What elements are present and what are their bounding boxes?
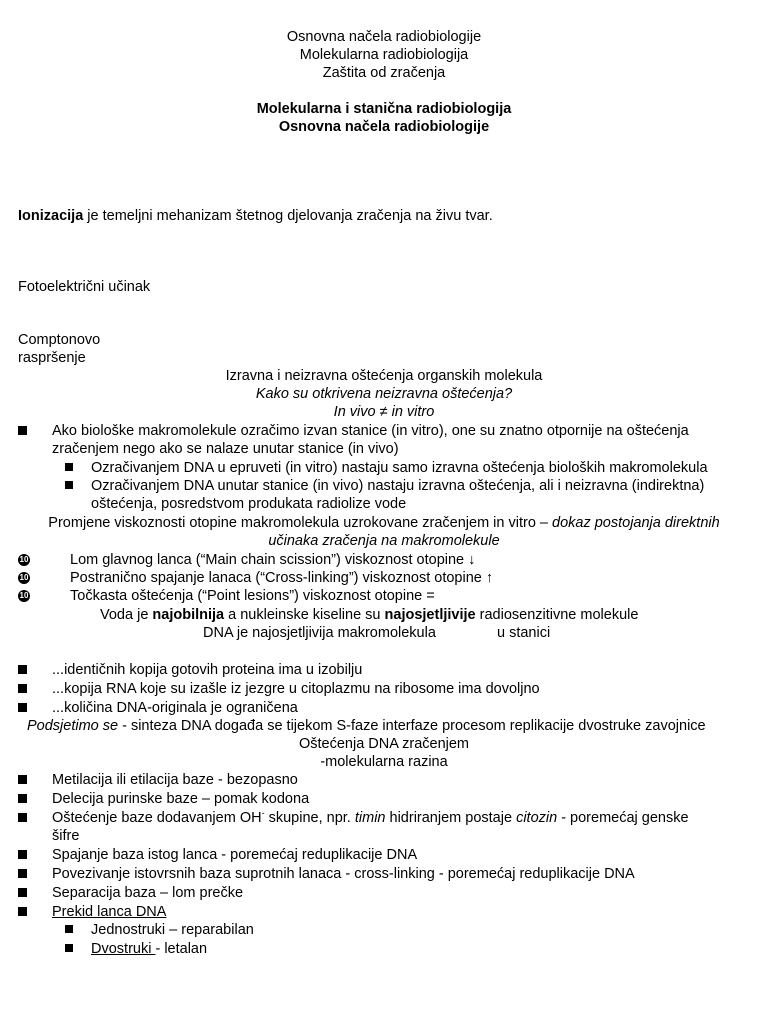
water-text-b: najobilnija: [152, 607, 225, 623]
dna-item-cross-linking: Povezivanje istovrsnih baza suprotnih lanaca - cross-linking - poremećaj reduplikacije DNA: [52, 866, 635, 882]
section-title-2: Osnovna načela radiobiologije: [278, 119, 490, 135]
dna-item-oh-line-1: [52, 809, 689, 827]
viscosity-title-italic: dokaz postojanja direktnih: [552, 515, 720, 531]
damage-sub-2-line-2: oštećenja, posredstvom produkata radiolize vode: [91, 496, 407, 512]
copies-item-1: ...identičnih kopija gotovih proteina ima u izobilju: [52, 662, 363, 678]
water-text-e: radiosenzitivne molekule: [475, 607, 639, 623]
dna-sensitive-text: DNA je najosjetljivija makromolekula: [203, 625, 436, 641]
square-bullet-icon: [18, 813, 27, 822]
numbered-bullet-icon: 10: [19, 555, 29, 564]
square-bullet-icon: [18, 794, 27, 803]
oh-text-c: hidriranjem postaje: [385, 810, 517, 826]
square-bullet-icon: [18, 869, 27, 878]
numbered-bullet-icon: 10: [19, 591, 29, 600]
copies-item-3: ...količina DNA-originala je ograničena: [52, 700, 298, 716]
square-bullet-icon: [18, 907, 27, 916]
square-bullet-icon: [65, 944, 73, 952]
viscosity-item-3: Točkasta oštećenja (“Point lesions”) viskoznost otopine =: [70, 588, 435, 604]
oh-citozin: citozin: [516, 810, 558, 826]
square-bullet-icon: [65, 925, 73, 933]
oh-text-b: skupine, npr.: [264, 810, 355, 826]
break-double: [91, 940, 207, 958]
square-bullet-icon: [18, 775, 27, 784]
in-cell-text: u stanici: [497, 625, 551, 641]
dna-item-separation: Separacija baza – lom prečke: [52, 885, 244, 901]
header-line-1: Osnovna načela radiobiologije: [286, 29, 482, 45]
dna-item-deletion: Delecija purinske baze – pomak kodona: [52, 791, 310, 807]
damage-item-1-line-1: Ako biološke makromolekule ozračimo izvan stanice (in vitro), one su znatno otpornije na oštećenja: [52, 423, 689, 439]
reminder-sentence: [27, 717, 706, 735]
copies-item-2: ...kopija RNA koje su izašle iz jezgre u citoplazmu na ribosome ima dovoljno: [52, 681, 540, 697]
oh-timin: timin: [354, 810, 386, 826]
break-single: Jednostruki – reparabilan: [91, 922, 254, 938]
section-title-1: Molekularna i stanična radiobiologija: [256, 101, 512, 117]
break-double-text: - letalan: [155, 941, 208, 957]
water-text-a: Voda je: [100, 607, 153, 623]
oh-text-d: - poremećaj genske: [557, 810, 689, 826]
oh-text-a: Oštećenje baze dodavanjem OH: [52, 810, 262, 826]
header-line-3: Zaštita od zračenja: [322, 65, 446, 81]
dna-item-same-strand: Spajanje baza istog lanca - poremećaj reduplikacije DNA: [52, 847, 418, 863]
square-bullet-icon: [18, 850, 27, 859]
invivo-invitro: In vivo ≠ in vitro: [333, 404, 435, 420]
header-line-2: Molekularna radiobiologija: [299, 47, 469, 63]
viscosity-item-2: Postranično spajanje lanaca (“Cross-linking”) viskoznost otopine ↑: [70, 570, 494, 586]
square-bullet-icon: [18, 426, 27, 435]
damage-sub-1: Ozračivanjem DNA u epruveti (in vitro) nastaju samo izravna oštećenja bioloških makromolekula: [91, 460, 708, 476]
water-text-d: najosjetljivije: [384, 607, 476, 623]
dna-damage-subtitle: -molekularna razina: [320, 754, 448, 770]
reminder-text: - sinteza DNA događa se tijekom S-faze interfaze procesom replikacije dvostruke zavojnice: [118, 718, 706, 734]
damage-sub-2-line-1: Ozračivanjem DNA unutar stanice (in vivo) nastaju izravna oštećenja, ali i neizravna (indirektna): [91, 478, 705, 494]
compton-label-line-1: Comptonovo: [18, 332, 101, 348]
square-bullet-icon: [18, 665, 27, 674]
dna-item-oh-line-2: šifre: [52, 828, 80, 844]
numbered-bullet-icon: 10: [19, 573, 29, 582]
photoelectric-label: Fotoelektrični učinak: [18, 279, 151, 295]
viscosity-title-text: Promjene viskoznosti otopine makromolekula uzrokovane zračenjem in vitro –: [48, 515, 553, 531]
damage-title: Izravna i neizravna oštećenja organskih molekula: [225, 368, 543, 384]
dna-item-strand-break: Prekid lanca DNA: [52, 904, 167, 920]
viscosity-title-line-2: učinaka zračenja na makromolekule: [268, 533, 500, 549]
break-double-label: Dvostruki: [91, 941, 156, 957]
reminder-italic: Podsjetimo se: [27, 718, 119, 734]
damage-item-1-line-2: zračenjem nego ako se nalaze unutar stanice (in vivo): [52, 441, 399, 457]
square-bullet-icon: [18, 684, 27, 693]
square-bullet-icon: [65, 463, 73, 471]
dna-damage-title: Oštećenja DNA zračenjem: [298, 736, 470, 752]
ionization-text: je temeljni mehanizam štetnog djelovanja zračenja na živu tvar.: [83, 208, 493, 224]
water-sentence: [100, 606, 638, 624]
square-bullet-icon: [18, 888, 27, 897]
ionization-paragraph: [18, 207, 493, 225]
square-bullet-icon: [65, 481, 73, 489]
compton-label-line-2: raspršenje: [18, 350, 86, 366]
square-bullet-icon: [18, 703, 27, 712]
dna-item-methylation: Metilacija ili etilacija baze - bezopasno: [52, 772, 298, 788]
ionization-term: Ionizacija: [18, 208, 84, 224]
oh-superscript: -: [261, 808, 265, 819]
viscosity-item-1: Lom glavnog lanca (“Main chain scission”) viskoznost otopine ↓: [70, 552, 476, 568]
damage-question: Kako su otkrivena neizravna oštećenja?: [255, 386, 513, 402]
water-text-c: a nukleinske kiseline su: [224, 607, 385, 623]
viscosity-title-line-1: [0, 514, 768, 532]
